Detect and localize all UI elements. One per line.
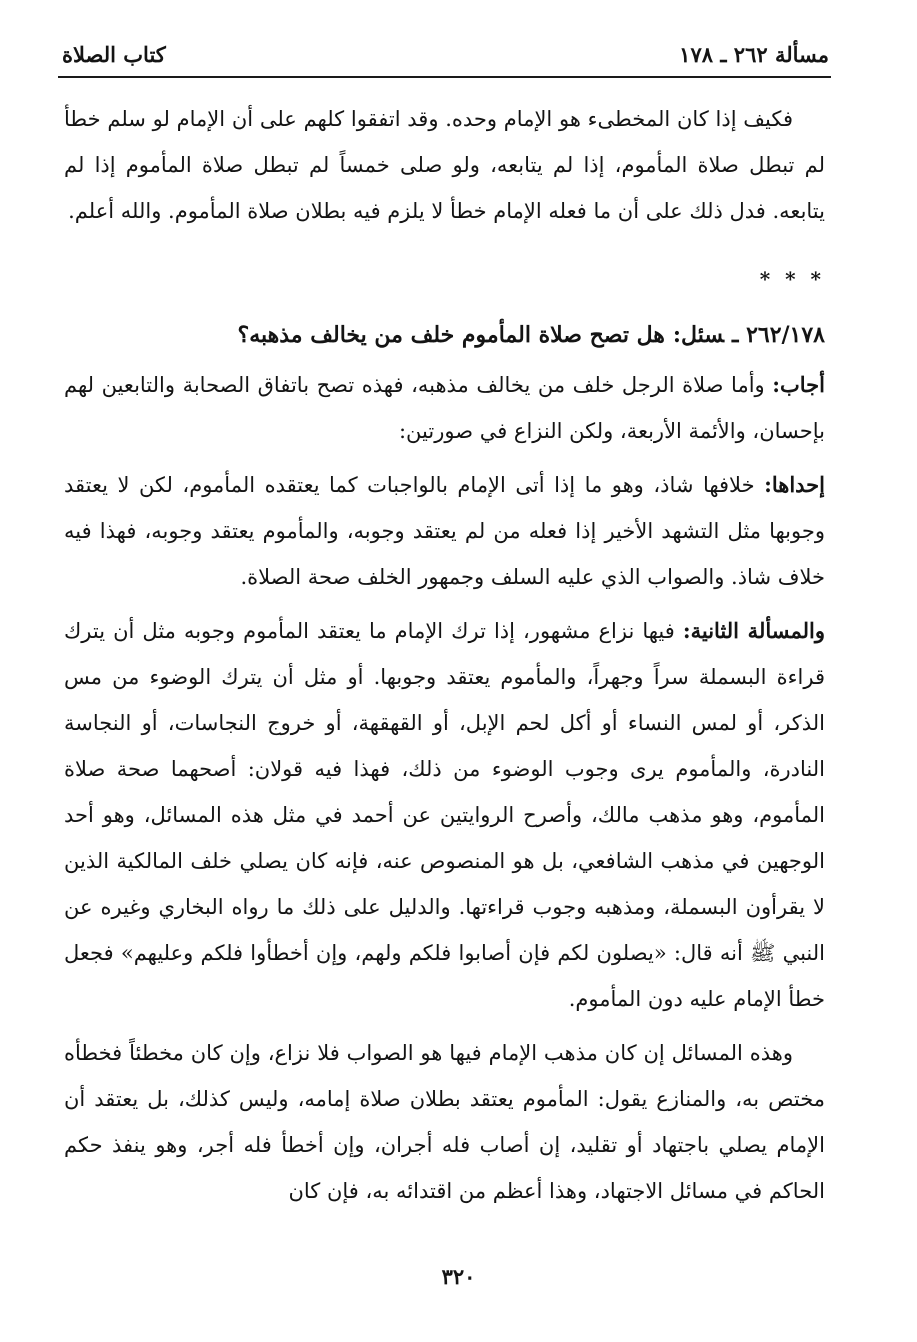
section-separator: * * * [759, 267, 825, 291]
running-header [62, 38, 829, 70]
question-label: سئل: [672, 322, 724, 348]
answer-paragraph [64, 362, 825, 454]
first-case-text: خلافها شاذ، وهو ما إذا أتى الإمام بالواجبات كما يعتقده المأموم، لكن لا يعتقد وجوبها مثل التشهد الأخير إذا فعله من لم يعتقد وجوبه، والمأموم يعتقد وجوبه، فهذا فيه خلاف شاذ. والصواب الذي عليه السلف وجمهور الخلف صحة الصلاة. [64, 473, 825, 589]
question-heading [64, 312, 825, 358]
second-case-text: فيها نزاع مشهور، إذا ترك الإمام ما يعتقد المأموم وجوبه مثل أن يترك قراءة البسملة سراً وجهراً، والمأموم يعتقد وجوبها. أو مثل أن يترك الوضوء من مس الذكر، أو لمس النساء أو أكل لحم الإبل، أو القهقهة، أو خروج النجاسات، أو النجاسة النادرة، والمأموم يرى وجوب الوضوء من ذلك، فهذا فيه قولان: أصحهما صحة صلاة المأموم، وهو مذهب مالك، وأصرح الروايتين عن أحمد في مثل هذه المسائل، وهو أحد الوجهين في مذهب الشافعي، بل هو المنصوص عنه، فإنه كان يصلي خلف المالكية الذين لا يقرأون البسملة، ومذهبه وجوب قراءتها. والدليل على ذلك ما رواه البخاري وغيره عن النبي ﷺ أنه قال: «يصلون لكم فإن أصابوا فلكم ولهم، وإن أخطأوا فلكم وعليهم» فجعل خطأ الإمام عليه دون المأموم. [64, 619, 825, 1011]
answer-text: وأما صلاة الرجل خلف من يخالف مذهبه، فهذه تصح باتفاق الصحابة والتابعين لهم بإحسان، والأئمة الأربعة، ولكن النزاع في صورتين: [64, 373, 825, 443]
answer-lead: أجاب: [772, 372, 825, 397]
first-case-paragraph [64, 462, 825, 600]
header-issue-number: مسألة ٢٦٢ ـ ١٧٨ [679, 41, 829, 67]
second-case-paragraph [64, 608, 825, 1022]
closing-paragraph: وهذه المسائل إن كان مذهب الإمام فيها هو الصواب فلا نزاع، وإن كان مخطئاً فخطأه مختص به، والمنازع يقول: المأموم يعتقد بطلان صلاة إمامه، وليس كذلك، بل يعتقد أن الإمام يصلي باجتهاد أو تقليد، إن أصاب فله أجران، وإن أخطأ فله أجر، وهو ينفذ حكم الحاكم في مسائل الاجتهاد، وهذا أعظم من اقتدائه به، فإن كان [64, 1041, 825, 1203]
page-number: ٣٢٠ [441, 1264, 476, 1289]
question-number: ٢٦٢/١٧٨ ـ [731, 322, 825, 348]
header-book-title: كتاب الصلاة [62, 41, 166, 67]
question-text: هل تصح صلاة المأموم خلف من يخالف مذهبه؟ [237, 322, 665, 348]
intro-paragraph: فكيف إذا كان المخطىء هو الإمام وحده. وقد اتفقوا كلهم على أن الإمام لو سلم خطأ لم تبطل صلاة المأموم، إذا لم يتابعه، ولو صلى خمساً لم تبطل صلاة المأموم إذا لم يتابعه. فدل ذلك على أن ما فعله الإمام خطأ لا يلزم فيه بطلان صلاة المأموم. والله أعلم. [64, 107, 825, 223]
page-body [64, 96, 825, 1214]
second-case-lead: والمسألة الثانية: [682, 618, 825, 643]
header-divider [58, 76, 831, 78]
first-case-lead: إحداها: [764, 472, 825, 497]
